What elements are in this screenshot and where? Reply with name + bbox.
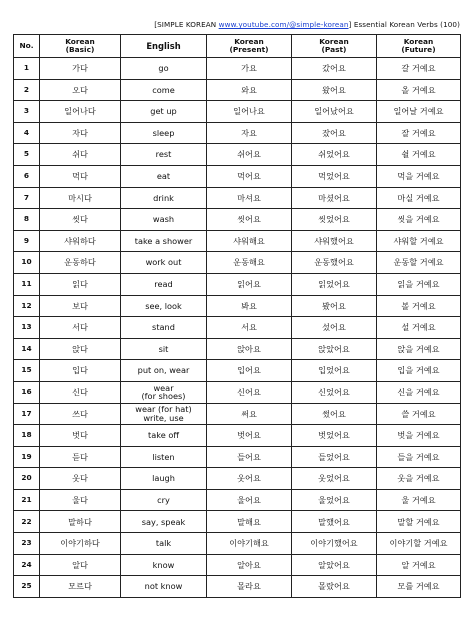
cell-korean-future: 씻을 거예요 — [377, 209, 461, 231]
header-korean-future: Korean (Future) — [377, 35, 461, 58]
cell-number: 13 — [14, 317, 40, 339]
table-body — [14, 58, 461, 598]
table-row — [14, 425, 461, 447]
cell-english: rest — [121, 144, 207, 166]
cell-korean-future: 읽을 거예요 — [377, 273, 461, 295]
table-row — [14, 230, 461, 252]
cell-korean-present: 앉아요 — [207, 338, 292, 360]
cell-korean-present: 몰라요 — [207, 576, 292, 598]
cell-korean-future: 갈 거예요 — [377, 58, 461, 80]
cell-korean-past: 먹었어요 — [292, 165, 377, 187]
cell-number: 8 — [14, 209, 40, 231]
cell-korean-basic: 벗다 — [40, 425, 121, 447]
table-row — [14, 554, 461, 576]
cell-korean-past: 말했어요 — [292, 511, 377, 533]
cell-korean-basic: 신다 — [40, 381, 121, 403]
cell-korean-future: 앉을 거예요 — [377, 338, 461, 360]
cell-korean-past: 잤어요 — [292, 122, 377, 144]
cell-korean-basic: 샤워하다 — [40, 230, 121, 252]
cell-korean-future: 신을 거예요 — [377, 381, 461, 403]
cell-number: 7 — [14, 187, 40, 209]
cell-korean-past: 샤워했어요 — [292, 230, 377, 252]
cell-english: drink — [121, 187, 207, 209]
cell-korean-present: 웃어요 — [207, 468, 292, 490]
cell-english: laugh — [121, 468, 207, 490]
cell-korean-past: 앉았어요 — [292, 338, 377, 360]
cell-english: know — [121, 554, 207, 576]
cell-english: stand — [121, 317, 207, 339]
cell-english: wear (for hat) write, use — [121, 403, 207, 425]
table-row — [14, 403, 461, 425]
cell-korean-basic: 쉬다 — [40, 144, 121, 166]
cell-korean-past: 운동했어요 — [292, 252, 377, 274]
cell-korean-present: 서요 — [207, 317, 292, 339]
cell-english: get up — [121, 101, 207, 123]
cell-korean-future: 먹을 거예요 — [377, 165, 461, 187]
cell-korean-basic: 읽다 — [40, 273, 121, 295]
cell-korean-basic: 말하다 — [40, 511, 121, 533]
header-korean-present: Korean (Present) — [207, 35, 292, 58]
cell-number: 9 — [14, 230, 40, 252]
cell-korean-future: 울 거예요 — [377, 489, 461, 511]
table-row — [14, 511, 461, 533]
table-row — [14, 533, 461, 555]
cell-english: take a shower — [121, 230, 207, 252]
cell-korean-basic: 앉다 — [40, 338, 121, 360]
cell-korean-basic: 씻다 — [40, 209, 121, 231]
cell-korean-present: 가요 — [207, 58, 292, 80]
cell-korean-present: 샤워해요 — [207, 230, 292, 252]
cell-korean-future: 벗을 거예요 — [377, 425, 461, 447]
header-english: English — [121, 35, 207, 58]
table-row — [14, 79, 461, 101]
table-row — [14, 317, 461, 339]
cell-number: 24 — [14, 554, 40, 576]
table-row — [14, 295, 461, 317]
cell-korean-future: 들을 거예요 — [377, 446, 461, 468]
cell-number: 16 — [14, 381, 40, 403]
cell-number: 14 — [14, 338, 40, 360]
cell-number: 22 — [14, 511, 40, 533]
cell-korean-basic: 알다 — [40, 554, 121, 576]
cell-korean-past: 몰랐어요 — [292, 576, 377, 598]
cell-korean-basic: 이야기하다 — [40, 533, 121, 555]
verbs-table — [13, 34, 461, 598]
cell-korean-future: 잘 거예요 — [377, 122, 461, 144]
table-row — [14, 468, 461, 490]
cell-korean-present: 말해요 — [207, 511, 292, 533]
cell-korean-basic: 웃다 — [40, 468, 121, 490]
table-row — [14, 144, 461, 166]
cell-english: sit — [121, 338, 207, 360]
cell-korean-future: 쓸 거예요 — [377, 403, 461, 425]
cell-korean-future: 샤워할 거예요 — [377, 230, 461, 252]
cell-korean-future: 말할 거예요 — [377, 511, 461, 533]
cell-korean-future: 마실 거예요 — [377, 187, 461, 209]
cell-korean-future: 설 거예요 — [377, 317, 461, 339]
cell-english: put on, wear — [121, 360, 207, 382]
cell-number: 11 — [14, 273, 40, 295]
cell-korean-basic: 일어나다 — [40, 101, 121, 123]
cell-korean-present: 들어요 — [207, 446, 292, 468]
cell-english: read — [121, 273, 207, 295]
cell-korean-present: 씻어요 — [207, 209, 292, 231]
table-row — [14, 252, 461, 274]
document-header — [154, 20, 460, 29]
table-row — [14, 58, 461, 80]
cell-number: 20 — [14, 468, 40, 490]
cell-number: 18 — [14, 425, 40, 447]
table-row — [14, 576, 461, 598]
cell-korean-present: 쉬어요 — [207, 144, 292, 166]
cell-korean-future: 쉴 거예요 — [377, 144, 461, 166]
cell-korean-future: 알 거예요 — [377, 554, 461, 576]
cell-korean-past: 갔어요 — [292, 58, 377, 80]
cell-number: 4 — [14, 122, 40, 144]
table-header-row — [14, 35, 461, 58]
cell-korean-present: 신어요 — [207, 381, 292, 403]
cell-korean-future: 모를 거예요 — [377, 576, 461, 598]
cell-korean-past: 마셨어요 — [292, 187, 377, 209]
cell-korean-past: 들었어요 — [292, 446, 377, 468]
cell-korean-future: 운동할 거예요 — [377, 252, 461, 274]
cell-korean-basic: 쓰다 — [40, 403, 121, 425]
cell-korean-present: 이야기해요 — [207, 533, 292, 555]
cell-korean-basic: 자다 — [40, 122, 121, 144]
cell-korean-past: 쉬었어요 — [292, 144, 377, 166]
table-row — [14, 122, 461, 144]
cell-number: 19 — [14, 446, 40, 468]
cell-korean-present: 봐요 — [207, 295, 292, 317]
cell-number: 12 — [14, 295, 40, 317]
table-row — [14, 489, 461, 511]
cell-korean-past: 이야기했어요 — [292, 533, 377, 555]
cell-number: 2 — [14, 79, 40, 101]
header-korean-past: Korean (Past) — [292, 35, 377, 58]
cell-korean-future: 일어날 거예요 — [377, 101, 461, 123]
cell-number: 3 — [14, 101, 40, 123]
cell-korean-basic: 모르다 — [40, 576, 121, 598]
table-row — [14, 446, 461, 468]
cell-korean-future: 웃을 거예요 — [377, 468, 461, 490]
table-row — [14, 360, 461, 382]
cell-number: 25 — [14, 576, 40, 598]
cell-english: see, look — [121, 295, 207, 317]
cell-english: come — [121, 79, 207, 101]
cell-korean-past: 알았어요 — [292, 554, 377, 576]
cell-korean-past: 섰어요 — [292, 317, 377, 339]
cell-english: listen — [121, 446, 207, 468]
cell-number: 10 — [14, 252, 40, 274]
cell-korean-present: 써요 — [207, 403, 292, 425]
cell-korean-past: 일어났어요 — [292, 101, 377, 123]
cell-korean-future: 볼 거예요 — [377, 295, 461, 317]
header-prefix: [SIMPLE KOREAN — [154, 20, 219, 29]
cell-korean-present: 마셔요 — [207, 187, 292, 209]
cell-korean-basic: 오다 — [40, 79, 121, 101]
channel-link[interactable]: www.youtube.com/@simple-korean — [218, 20, 349, 29]
cell-number: 17 — [14, 403, 40, 425]
cell-english: wash — [121, 209, 207, 231]
cell-korean-past: 왔어요 — [292, 79, 377, 101]
cell-korean-basic: 운동하다 — [40, 252, 121, 274]
cell-number: 15 — [14, 360, 40, 382]
cell-korean-past: 썼어요 — [292, 403, 377, 425]
cell-korean-present: 운동해요 — [207, 252, 292, 274]
cell-korean-basic: 서다 — [40, 317, 121, 339]
cell-korean-basic: 울다 — [40, 489, 121, 511]
cell-number: 5 — [14, 144, 40, 166]
cell-korean-basic: 먹다 — [40, 165, 121, 187]
cell-english: take off — [121, 425, 207, 447]
cell-english: wear (for shoes) — [121, 381, 207, 403]
cell-korean-past: 울었어요 — [292, 489, 377, 511]
cell-korean-present: 입어요 — [207, 360, 292, 382]
cell-korean-past: 봤어요 — [292, 295, 377, 317]
cell-korean-basic: 보다 — [40, 295, 121, 317]
cell-korean-present: 알아요 — [207, 554, 292, 576]
cell-number: 6 — [14, 165, 40, 187]
header-number: No. — [14, 35, 40, 58]
table-row — [14, 338, 461, 360]
cell-korean-present: 울어요 — [207, 489, 292, 511]
cell-number: 21 — [14, 489, 40, 511]
cell-korean-past: 읽었어요 — [292, 273, 377, 295]
cell-korean-basic: 입다 — [40, 360, 121, 382]
cell-korean-past: 벗었어요 — [292, 425, 377, 447]
cell-korean-past: 입었어요 — [292, 360, 377, 382]
cell-korean-basic: 마시다 — [40, 187, 121, 209]
table-row — [14, 187, 461, 209]
cell-number: 23 — [14, 533, 40, 555]
cell-english: cry — [121, 489, 207, 511]
cell-english: work out — [121, 252, 207, 274]
cell-korean-future: 이야기할 거예요 — [377, 533, 461, 555]
cell-korean-present: 벗어요 — [207, 425, 292, 447]
table-row — [14, 273, 461, 295]
cell-korean-present: 일어나요 — [207, 101, 292, 123]
cell-korean-past: 웃었어요 — [292, 468, 377, 490]
cell-korean-past: 신었어요 — [292, 381, 377, 403]
cell-korean-basic: 가다 — [40, 58, 121, 80]
cell-korean-present: 읽어요 — [207, 273, 292, 295]
cell-english: eat — [121, 165, 207, 187]
cell-korean-present: 와요 — [207, 79, 292, 101]
cell-korean-present: 자요 — [207, 122, 292, 144]
cell-english: sleep — [121, 122, 207, 144]
cell-korean-present: 먹어요 — [207, 165, 292, 187]
cell-number: 1 — [14, 58, 40, 80]
cell-english: talk — [121, 533, 207, 555]
table-row — [14, 165, 461, 187]
cell-korean-basic: 듣다 — [40, 446, 121, 468]
table-row — [14, 381, 461, 403]
header-korean-basic: Korean (Basic) — [40, 35, 121, 58]
cell-english: not know — [121, 576, 207, 598]
table-row — [14, 101, 461, 123]
header-suffix: ] Essential Korean Verbs (100) — [348, 20, 460, 29]
cell-korean-future: 올 거예요 — [377, 79, 461, 101]
cell-korean-future: 입을 거예요 — [377, 360, 461, 382]
table-row — [14, 209, 461, 231]
cell-korean-past: 씻었어요 — [292, 209, 377, 231]
cell-english: say, speak — [121, 511, 207, 533]
cell-english: go — [121, 58, 207, 80]
